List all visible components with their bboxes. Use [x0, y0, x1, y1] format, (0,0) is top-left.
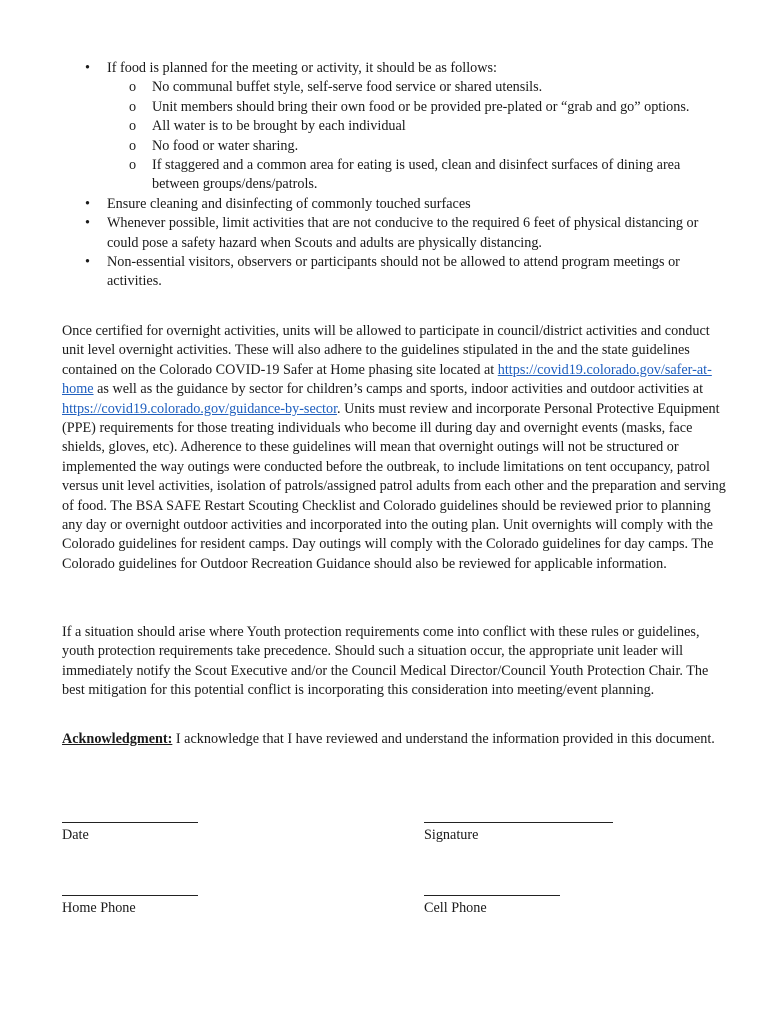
sub-bullet-item: [0, 98, 770, 117]
sub-bullet-text: No food or water sharing.: [152, 137, 299, 154]
sub-bullet-text: All water is to be brought by each individual: [152, 118, 406, 135]
bullet-text: Whenever possible, limit activities that are not conducive to the required 6 feet of physical distancing or could pose a safety hazard when Scouts and adults are physically distancing.: [107, 215, 699, 251]
overnight-activities-paragraph: [62, 322, 728, 574]
paragraph-text: Once certified for overnight activities, units will be allowed to participate in council/district activities and conduct unit level overnight activities. These will also adhere to the guidelines stipulated in the and the state guidelines contained on the Colorado COVID-19 Safer at Home phasing site located at: [62, 323, 710, 378]
circle-bullet-icon: o: [129, 118, 137, 135]
sub-bullet-text: If staggered and a common area for eating is used, clean and disinfect surfaces of dining area between groups/dens/patrols.: [152, 157, 681, 193]
bullet-item: [0, 253, 770, 292]
circle-bullet-icon: o: [129, 79, 137, 96]
signature-field-line[interactable]: [424, 822, 613, 823]
bullet-item: [0, 59, 770, 78]
bullet-text: Non-essential visitors, observers or participants should not be allowed to attend program meetings or activities.: [107, 254, 680, 290]
bullet-icon: •: [85, 254, 90, 271]
bullet-icon: •: [85, 195, 90, 212]
cell-phone-field-line[interactable]: [424, 895, 560, 896]
cell-phone-label: Cell Phone: [424, 900, 487, 916]
sub-bullet-item: [0, 156, 770, 195]
safer-at-home-link[interactable]: https://covid19.colorado.gov/safer-at-home: [62, 361, 712, 398]
bullet-text: If food is planned for the meeting or activity, it should be as follows:: [107, 60, 497, 76]
bullet-item: [0, 214, 770, 253]
sub-bullet-text: No communal buffet style, self-serve food service or shared utensils.: [152, 79, 543, 96]
circle-bullet-icon: o: [129, 157, 137, 174]
home-phone-field-line[interactable]: [62, 895, 198, 896]
sub-bullet-text: Unit members should bring their own food or be provided pre-plated or “grab and go” options.: [152, 98, 690, 115]
acknowledgment-paragraph: [62, 730, 728, 749]
sub-bullet-item: [0, 78, 770, 97]
sub-bullet-item: [0, 117, 770, 136]
circle-bullet-icon: o: [129, 98, 137, 115]
bullet-item: [0, 195, 770, 214]
home-phone-label: Home Phone: [62, 900, 136, 916]
bullet-text: Ensure cleaning and disinfecting of commonly touched surfaces: [107, 195, 471, 212]
acknowledgment-label: Acknowledgment:: [62, 731, 173, 747]
paragraph-text: . Units must review and incorporate Personal Protective Equipment (PPE) requirements for those treating individuals who become ill during day and overnight events (masks, face shields, gloves, etc). Adherence to these guidelines will mean that overnight outings will not be structured or implemented the way outings were conducted before the outbreak, to include limitations on tent occupancy, patrol versus unit level activities, isolation of patrols/assigned patrol adults from each other and the preparation and serving of food. The BSA SAFE Restart Scouting Checklist and Colorado guidelines should be reviewed prior to planning any day or overnight outdoor activities and incorporated into the outing plan. Unit overnights will comply with the Colorado guidelines for resident camps. Day outings will comply with the Colorado guidelines for day camps. The Colorado guidelines for Outdoor Recreation Guidance should also be reviewed for applicable information.: [62, 400, 726, 572]
youth-protection-paragraph: If a situation should arise where Youth protection requirements come into conflict with these rules or guidelines, youth protection requirements take precedence. Should such a situation occur, the appropriate unit leader will immediately notify the Scout Executive and/or the Council Medical Director/Council Youth Protection Chair. The best mitigation for this potential conflict is incorporating this consideration into meeting/event planning.: [62, 624, 709, 699]
signature-label: Signature: [424, 827, 479, 843]
bullet-icon: •: [85, 215, 90, 232]
guideline-bullet-list: [0, 59, 770, 292]
paragraph-text: as well as the guidance by sector for children’s camps and sports, indoor activities and outdoor activities at: [93, 381, 704, 398]
acknowledgment-text: I acknowledge that I have reviewed and understand the information provided in this document.: [172, 731, 715, 747]
date-label: Date: [62, 827, 89, 843]
guidance-by-sector-link[interactable]: https://covid19.colorado.gov/guidance-by-sector: [62, 400, 338, 417]
sub-bullet-item: [0, 137, 770, 156]
bullet-icon: •: [85, 60, 90, 76]
circle-bullet-icon: o: [129, 137, 137, 154]
date-field-line[interactable]: [62, 822, 198, 823]
